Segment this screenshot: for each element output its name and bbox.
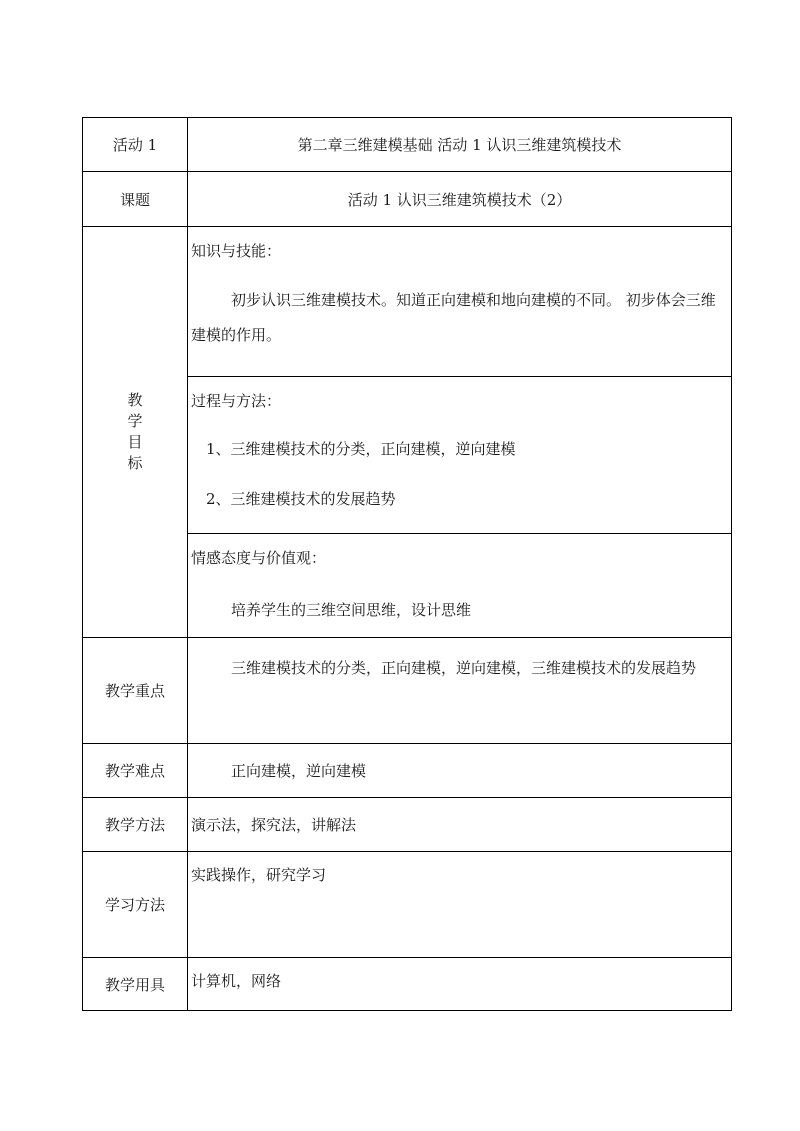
teaching-tools-row [83, 958, 732, 1011]
objectives-label-char: 目 [127, 433, 143, 451]
process-cell [188, 377, 732, 534]
process-heading: 过程与方法： [191, 392, 282, 410]
teaching-methods-value [188, 798, 732, 852]
teaching-methods-label: 教学方法 [83, 798, 188, 852]
process-item: 2、三维建模技术的发展趋势 [206, 490, 396, 508]
knowledge-heading: 知识与技能： [191, 242, 282, 260]
key-points-value [188, 638, 732, 744]
teaching-methods-row [83, 798, 732, 852]
key-points-text: 三维建模技术的分类，正向建模，逆向建模，三维建模技术的发展趋势 [231, 659, 697, 677]
objectives-knowledge-row [83, 227, 732, 377]
attitude-cell [188, 534, 732, 638]
difficulties-label: 教学难点 [83, 744, 188, 798]
topic-row [83, 172, 732, 227]
key-points-label: 教学重点 [83, 638, 188, 744]
teaching-tools-text: 计算机，网络 [191, 972, 282, 990]
learning-methods-text: 实践操作，研究学习 [191, 866, 327, 884]
learning-methods-value [188, 852, 732, 958]
objectives-label-char: 学 [127, 412, 143, 430]
objectives-label-char: 标 [127, 454, 143, 472]
activity-value: 第二章三维建模基础 活动 1 认识三维建筑模技术 [188, 118, 732, 172]
learning-methods-label: 学习方法 [83, 852, 188, 958]
learning-methods-row [83, 852, 732, 958]
attitude-text: 培养学生的三维空间思维，设计思维 [231, 601, 472, 619]
teaching-methods-text: 演示法，探究法，讲解法 [191, 815, 357, 834]
knowledge-cell [188, 227, 732, 377]
lesson-plan-table [82, 117, 732, 1011]
teaching-tools-label: 教学用具 [83, 958, 188, 1011]
difficulties-text: 正向建模，逆向建模 [231, 761, 367, 780]
activity-label: 活动 1 [83, 118, 188, 172]
knowledge-text: 初步认识三维建模技术。知道正向建模和地向建模的不同。 初步体会三维建模的作用。 [191, 291, 716, 344]
teaching-tools-value [188, 958, 732, 1011]
key-points-row [83, 638, 732, 744]
objectives-label [83, 227, 188, 638]
process-item: 1、三维建模技术的分类，正向建模，逆向建模 [206, 440, 516, 458]
difficulties-value [188, 744, 732, 798]
topic-value: 活动 1 认识三维建筑模技术（2） [188, 172, 732, 227]
attitude-heading: 情感态度与价值观： [191, 549, 327, 567]
topic-label: 课题 [83, 172, 188, 227]
difficulties-row [83, 744, 732, 798]
objectives-label-char: 教 [127, 391, 143, 409]
activity-row [83, 118, 732, 172]
